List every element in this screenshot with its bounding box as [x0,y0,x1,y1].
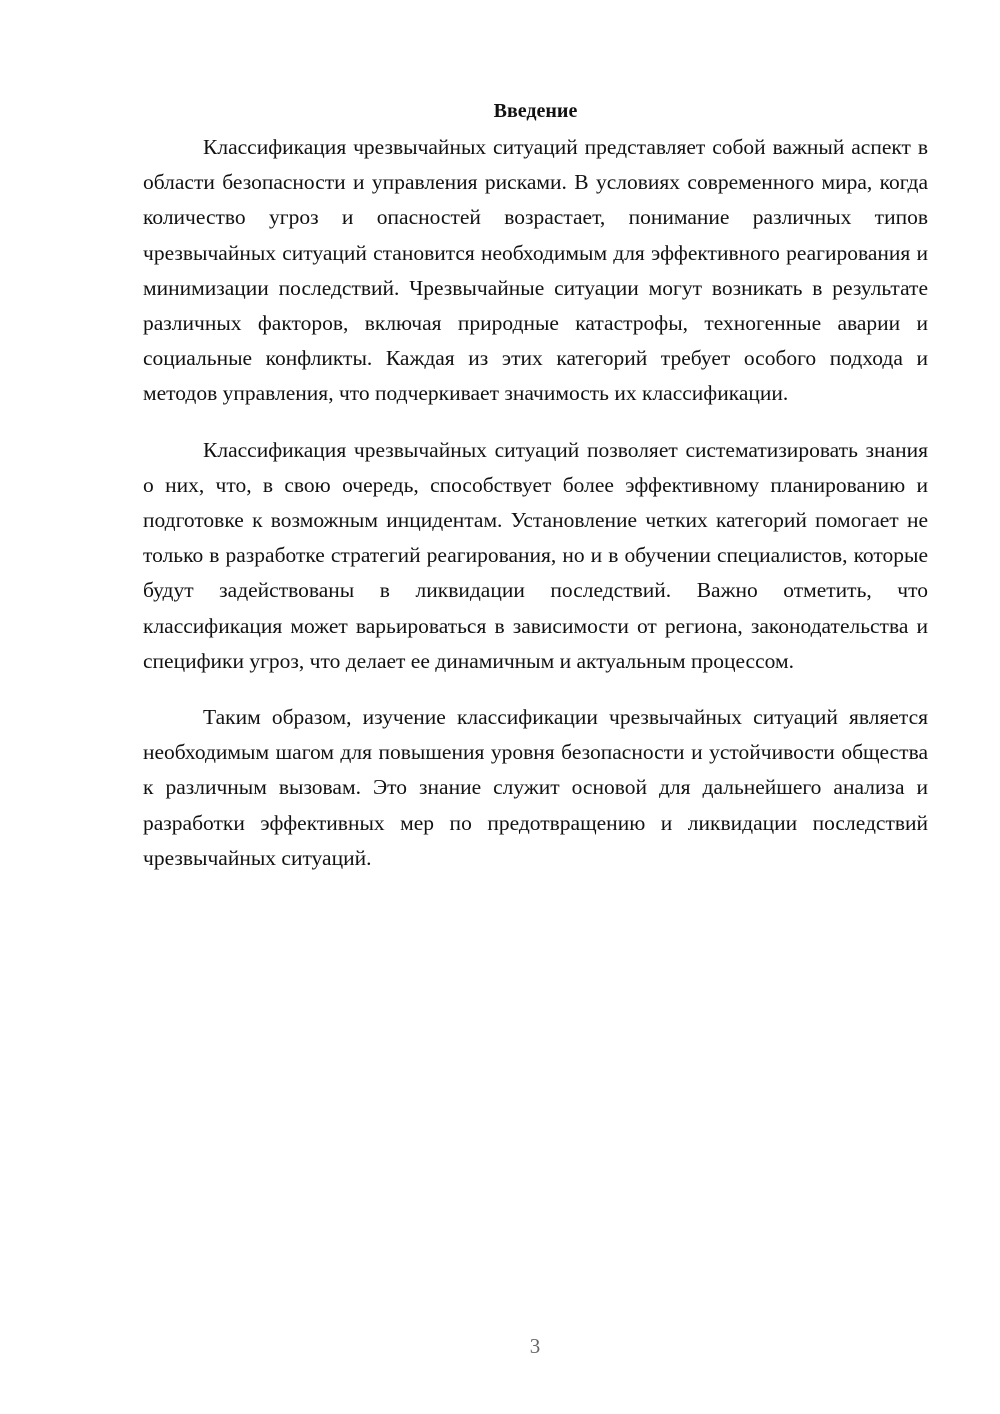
paragraph-1: Классификация чрезвычайных ситуаций представляет собой важный аспект в области безопасности и управления рисками. В условиях современного мира, когда количество угроз и опасностей возрастает, понимание различных типов чрезвычайных ситуаций становится необходимым для эффективного реагирования и минимизации последствий. Чрезвычайные ситуации могут возникать в результате различных факторов, включая природные катастрофы, техногенные аварии и социальные конфликты. Каждая из этих категорий требует особого подхода и методов управления, что подчеркивает значимость их классификации. [143,135,928,406]
paragraph-3: Таким образом, изучение классификации чрезвычайных ситуаций является необходимым шагом для повышения уровня безопасности и устойчивости общества к различным вызовам. Это знание служит основой для дальнейшего анализа и разработки эффективных мер по предотвращению и ликвидации последствий чрезвычайных ситуаций. [143,705,928,870]
page-content [143,94,928,897]
page-number: 3 [529,1334,541,1358]
paragraph-2: Классификация чрезвычайных ситуаций позволяет систематизировать знания о них, что, в свою очередь, способствует более эффективному планированию и подготовке к возможным инцидентам. Установление четких категорий помогает не только в разработке стратегий реагирования, но и в обучении специалистов, которые будут задействованы в ликвидации последствий. Важно отметить, что классификация может варьироваться в зависимости от региона, законодательства и специфики угроз, что делает ее динамичным и актуальным процессом. [143,437,928,673]
section-title: Введение [493,100,578,122]
